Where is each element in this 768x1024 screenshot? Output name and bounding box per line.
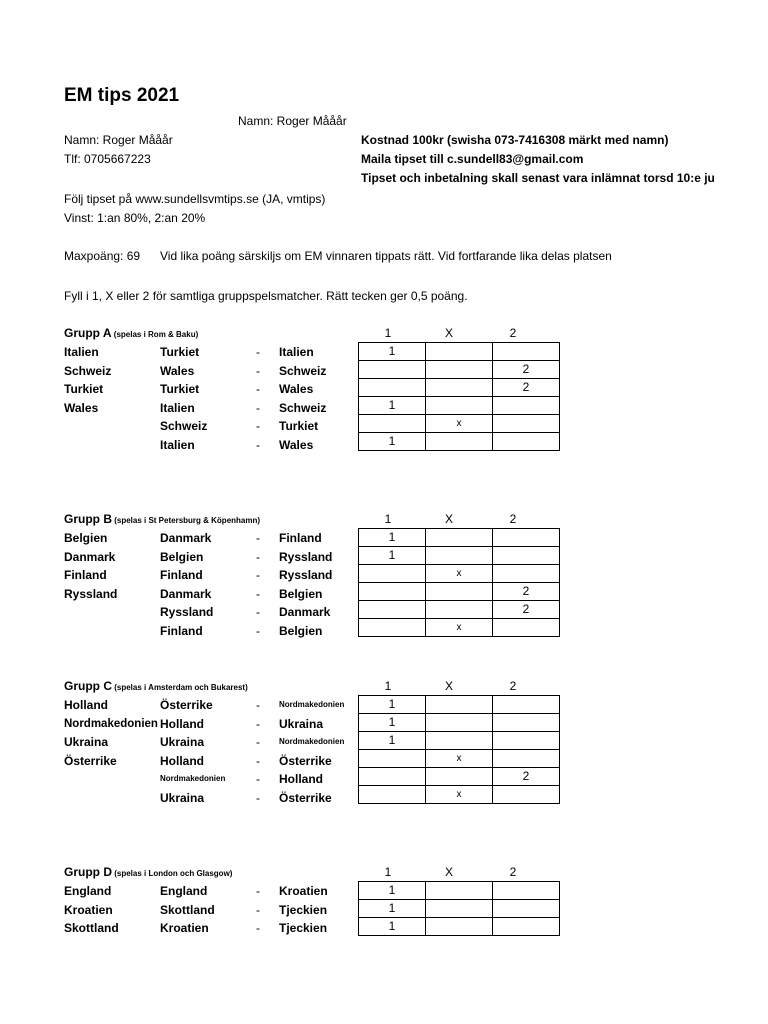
- match-away-team: Österrike: [279, 753, 332, 768]
- match-row: [359, 619, 560, 637]
- match-row: [359, 601, 560, 619]
- pick-cell-x[interactable]: [426, 918, 493, 936]
- group-venue: (spelas i St Petersburg & Köpenhamn): [112, 516, 261, 525]
- match-home-team: Danmark: [160, 586, 212, 601]
- group-venue: (spelas i Amsterdam och Bukarest): [112, 683, 248, 692]
- match-dash: -: [256, 716, 260, 731]
- group-team: England: [64, 884, 112, 898]
- match-dash: -: [256, 363, 260, 378]
- picks-table: [358, 695, 560, 804]
- column-header-2: 2: [509, 326, 517, 340]
- match-row: [359, 786, 560, 804]
- pick-cell-x[interactable]: x: [426, 750, 493, 768]
- group-title: [64, 678, 248, 696]
- pick-cell-x[interactable]: x: [426, 565, 493, 583]
- match-row: [359, 565, 560, 583]
- match-dash: -: [256, 400, 260, 415]
- pick-cell-2[interactable]: [493, 547, 560, 565]
- match-away-team: Kroatien: [279, 884, 328, 898]
- pick-cell-x[interactable]: [426, 601, 493, 619]
- group-team: Ryssland: [64, 586, 118, 601]
- column-header-1: 1: [384, 326, 392, 340]
- column-header-2: 2: [509, 679, 517, 693]
- pick-cell-2[interactable]: [493, 433, 560, 451]
- pick-cell-x[interactable]: [426, 361, 493, 379]
- match-away-team: Danmark: [279, 605, 331, 619]
- instruction-text: Fyll i 1, X eller 2 för samtliga gruppspelsmatcher. Rätt tecken ger 0,5 poäng.: [64, 289, 468, 303]
- column-header-x: X: [444, 865, 453, 879]
- pick-cell-2[interactable]: 2: [493, 768, 560, 786]
- group-team: Kroatien: [64, 902, 113, 917]
- match-home-team: Italien: [160, 437, 195, 452]
- match-away-team: Nordmakedonien: [279, 700, 345, 709]
- pick-cell-1[interactable]: [359, 361, 426, 379]
- match-dash: -: [256, 419, 260, 433]
- match-away-team: Tjeckien: [279, 921, 328, 935]
- group-team: Österrike: [64, 753, 117, 768]
- pick-cell-x[interactable]: x: [426, 415, 493, 433]
- column-header-1: 1: [384, 865, 392, 879]
- group-name: Grupp D: [64, 865, 112, 879]
- match-home-team: Danmark: [160, 531, 212, 545]
- match-row: [359, 918, 560, 936]
- match-dash: -: [256, 586, 260, 601]
- match-home-team: Ukraina: [160, 790, 205, 805]
- match-dash: -: [256, 753, 260, 768]
- match-row: [359, 415, 560, 433]
- match-home-team: England: [160, 884, 208, 898]
- pick-cell-2[interactable]: [493, 397, 560, 415]
- match-row: [359, 379, 560, 397]
- pick-cell-1[interactable]: 1: [359, 918, 426, 936]
- pick-cell-1[interactable]: 1: [359, 732, 426, 750]
- match-away-team: Ryssland: [279, 568, 333, 582]
- match-dash: -: [256, 772, 260, 786]
- match-dash: -: [256, 790, 260, 805]
- match-away-team: Italien: [279, 345, 314, 359]
- match-dash: -: [256, 382, 260, 396]
- match-away-team: Belgien: [279, 623, 323, 638]
- pick-cell-1[interactable]: 1: [359, 343, 426, 361]
- group-team: Italien: [64, 345, 99, 359]
- pick-cell-x[interactable]: [426, 343, 493, 361]
- column-header-x: X: [444, 512, 453, 526]
- match-away-team: Holland: [279, 772, 323, 786]
- match-row: [359, 529, 560, 547]
- pick-cell-2[interactable]: 2: [493, 601, 560, 619]
- match-away-team: Wales: [279, 437, 314, 452]
- match-home-team: Holland: [160, 753, 204, 768]
- match-home-team: Holland: [160, 716, 204, 731]
- mail-info: Maila tipset till c.sundell83@gmail.com: [361, 152, 584, 166]
- pick-cell-1[interactable]: 1: [359, 900, 426, 918]
- pick-cell-x[interactable]: [426, 696, 493, 714]
- match-home-team: Österrike: [160, 698, 213, 712]
- match-home-team: Ryssland: [160, 605, 214, 619]
- pick-cell-1[interactable]: [359, 768, 426, 786]
- pick-cell-1[interactable]: 1: [359, 547, 426, 565]
- match-home-team: Skottland: [160, 902, 215, 917]
- group-venue: (spelas i Rom & Baku): [111, 330, 199, 339]
- group-team: Holland: [64, 698, 108, 712]
- match-home-team: Schweiz: [160, 419, 208, 433]
- pick-cell-1[interactable]: [359, 415, 426, 433]
- match-home-team: Italien: [160, 400, 195, 415]
- group-name: Grupp B: [64, 512, 112, 526]
- pick-cell-1[interactable]: [359, 565, 426, 583]
- pick-cell-x[interactable]: [426, 547, 493, 565]
- match-home-team: Finland: [160, 568, 203, 582]
- pick-cell-2[interactable]: 2: [493, 583, 560, 601]
- pick-cell-x[interactable]: x: [426, 786, 493, 804]
- match-row: [359, 343, 560, 361]
- match-away-team: Ryssland: [279, 549, 333, 564]
- group-venue: (spelas i London och Glasgow): [112, 869, 233, 878]
- group-team: Finland: [64, 568, 107, 582]
- pick-cell-x[interactable]: x: [426, 619, 493, 637]
- pick-cell-1[interactable]: [359, 750, 426, 768]
- pick-cell-1[interactable]: 1: [359, 714, 426, 732]
- match-dash: -: [256, 605, 260, 619]
- picks-table: [358, 528, 560, 637]
- match-away-team: Österrike: [279, 790, 332, 805]
- match-away-team: Nordmakedonien: [279, 737, 345, 746]
- group-team: Turkiet: [64, 382, 104, 396]
- match-row: [359, 750, 560, 768]
- pick-cell-2[interactable]: [493, 565, 560, 583]
- match-away-team: Finland: [279, 531, 322, 545]
- column-header-1: 1: [384, 679, 392, 693]
- pick-cell-1[interactable]: 1: [359, 529, 426, 547]
- match-home-team: Finland: [160, 623, 203, 638]
- pick-cell-2[interactable]: [493, 343, 560, 361]
- pick-cell-x[interactable]: [426, 529, 493, 547]
- pick-cell-1[interactable]: [359, 601, 426, 619]
- participant-phone: Tlf: 0705667223: [64, 152, 151, 166]
- column-header-1: 1: [384, 512, 392, 526]
- pick-cell-x[interactable]: [426, 768, 493, 786]
- pick-cell-2[interactable]: [493, 714, 560, 732]
- deadline-info: Tipset och inbetalning skall senast vara inlämnat torsd 10:e ju: [361, 171, 715, 185]
- prize-info: Vinst: 1:an 80%, 2:an 20%: [64, 211, 206, 225]
- pick-cell-2[interactable]: [493, 786, 560, 804]
- match-row: [359, 433, 560, 451]
- match-dash: -: [256, 623, 260, 638]
- column-header-2: 2: [509, 512, 517, 526]
- match-row: [359, 900, 560, 918]
- match-row: [359, 732, 560, 750]
- pick-cell-1[interactable]: [359, 786, 426, 804]
- column-header-2: 2: [509, 865, 517, 879]
- match-row: [359, 547, 560, 565]
- group-title: [64, 325, 198, 343]
- match-home-team: Turkiet: [160, 345, 200, 359]
- match-away-team: Tjeckien: [279, 902, 328, 917]
- match-home-team: Nordmakedonien: [160, 774, 226, 783]
- picks-table: [358, 342, 560, 451]
- match-away-team: Schweiz: [279, 363, 327, 378]
- match-dash: -: [256, 698, 260, 712]
- pick-cell-2[interactable]: 2: [493, 361, 560, 379]
- column-header-x: X: [444, 326, 453, 340]
- match-dash: -: [256, 345, 260, 359]
- match-home-team: Wales: [160, 363, 195, 378]
- match-home-team: Turkiet: [160, 382, 200, 396]
- match-away-team: Schweiz: [279, 400, 327, 415]
- group-name: Grupp C: [64, 679, 112, 693]
- match-row: [359, 361, 560, 379]
- match-home-team: Belgien: [160, 549, 204, 564]
- group-name: Grupp A: [64, 326, 112, 340]
- match-dash: -: [256, 531, 260, 545]
- match-dash: -: [256, 549, 260, 564]
- match-row: [359, 696, 560, 714]
- pick-cell-2[interactable]: [493, 619, 560, 637]
- pick-cell-x[interactable]: [426, 397, 493, 415]
- match-dash: -: [256, 902, 260, 917]
- pick-cell-x[interactable]: [426, 882, 493, 900]
- pick-cell-2[interactable]: 2: [493, 379, 560, 397]
- pick-cell-2[interactable]: [493, 415, 560, 433]
- pick-cell-1[interactable]: [359, 583, 426, 601]
- pick-cell-2[interactable]: [493, 882, 560, 900]
- pick-cell-x[interactable]: [426, 379, 493, 397]
- match-row: [359, 583, 560, 601]
- pick-cell-x[interactable]: [426, 900, 493, 918]
- pick-cell-1[interactable]: 1: [359, 882, 426, 900]
- pick-cell-1[interactable]: 1: [359, 433, 426, 451]
- pick-cell-2[interactable]: [493, 750, 560, 768]
- match-away-team: Wales: [279, 382, 314, 396]
- match-home-team: Kroatien: [160, 921, 209, 935]
- match-dash: -: [256, 437, 260, 452]
- pick-cell-x[interactable]: [426, 714, 493, 732]
- follow-info: Följ tipset på www.sundellsvmtips.se (JA, vmtips): [64, 192, 326, 206]
- match-dash: -: [256, 568, 260, 582]
- match-row: [359, 714, 560, 732]
- group-team: Skottland: [64, 921, 119, 935]
- group-team: Belgien: [64, 531, 108, 545]
- pick-cell-x[interactable]: [426, 433, 493, 451]
- participant-name: Namn: Roger Mååår: [64, 133, 173, 147]
- pick-cell-1[interactable]: 1: [359, 397, 426, 415]
- group-team: Wales: [64, 400, 99, 415]
- match-away-team: Turkiet: [279, 419, 319, 433]
- group-team: Nordmakedonien: [64, 717, 158, 730]
- match-dash: -: [256, 921, 260, 935]
- cost-info: Kostnad 100kr (swisha 073-7416308 märkt med namn): [361, 133, 669, 147]
- maxpoints-label: Maxpoäng: 69: [64, 249, 141, 263]
- match-away-team: Ukraina: [279, 716, 324, 731]
- match-row: [359, 768, 560, 786]
- group-title: [64, 511, 260, 529]
- match-dash: -: [256, 735, 260, 749]
- pick-cell-x[interactable]: [426, 732, 493, 750]
- name-header: Namn: Roger Mååår: [238, 114, 347, 128]
- match-away-team: Belgien: [279, 586, 323, 601]
- pick-cell-2[interactable]: [493, 529, 560, 547]
- pick-cell-2[interactable]: [493, 732, 560, 750]
- pick-cell-1[interactable]: [359, 619, 426, 637]
- group-team: Ukraina: [64, 735, 109, 749]
- match-row: [359, 397, 560, 415]
- match-home-team: Ukraina: [160, 735, 205, 749]
- group-team: Danmark: [64, 549, 116, 564]
- pick-cell-1[interactable]: 1: [359, 696, 426, 714]
- pick-cell-2[interactable]: [493, 918, 560, 936]
- group-team: Schweiz: [64, 363, 112, 378]
- pick-cell-1[interactable]: [359, 379, 426, 397]
- column-header-x: X: [444, 679, 453, 693]
- match-row: [359, 882, 560, 900]
- page-title: EM tips 2021: [64, 85, 180, 106]
- picks-table: [358, 881, 560, 936]
- maxpoints-rule: Vid lika poäng särskiljs om EM vinnaren tippats rätt. Vid fortfarande lika delas platsen: [160, 249, 612, 263]
- pick-cell-x[interactable]: [426, 583, 493, 601]
- group-title: [64, 864, 232, 882]
- pick-cell-2[interactable]: [493, 900, 560, 918]
- pick-cell-2[interactable]: [493, 696, 560, 714]
- match-dash: -: [256, 884, 260, 898]
